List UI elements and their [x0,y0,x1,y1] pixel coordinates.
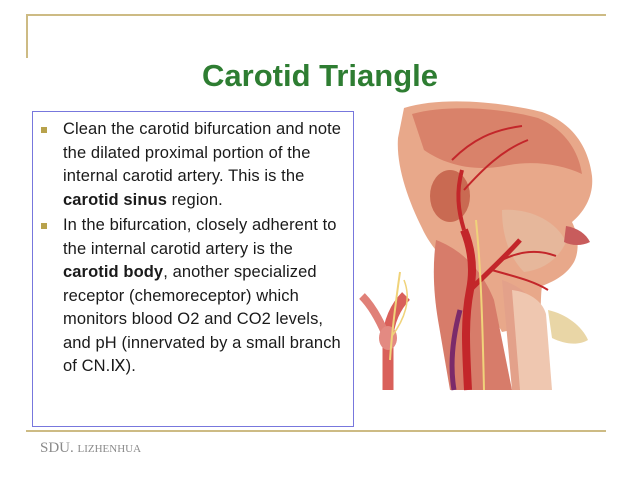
bullet-marker-icon [41,223,47,229]
bullet-item-2 [41,214,343,379]
frame-top-line [26,14,606,16]
frame-left-line [26,14,28,58]
slide-title: Carotid Triangle [202,58,438,93]
neck-anatomy-illustration [352,100,616,400]
frame-bottom-line [26,430,606,432]
term-carotid-sinus: carotid sinus [63,190,167,209]
text-box [32,111,354,427]
footer-org: SDU. [40,440,74,456]
bullet-text: Clean the carotid bifurcation and note the dilated proximal portion of the internal carotid artery. This is the carotid sinus region. [63,120,342,209]
bullet-item-1 [41,118,343,212]
footer-author: LIZHENHUA [77,443,142,455]
term-carotid-body: carotid body [63,263,164,281]
bullet-text: In the bifurcation, closely adherent to the internal carotid artery is the carotid body, another specialized receptor (chemoreceptor) which monitors blood O2 and CO2 levels, and pH (innervated by a small branch of CN.Ⅸ). [63,216,341,375]
bullet-marker-icon [41,127,47,133]
footer [40,440,141,457]
